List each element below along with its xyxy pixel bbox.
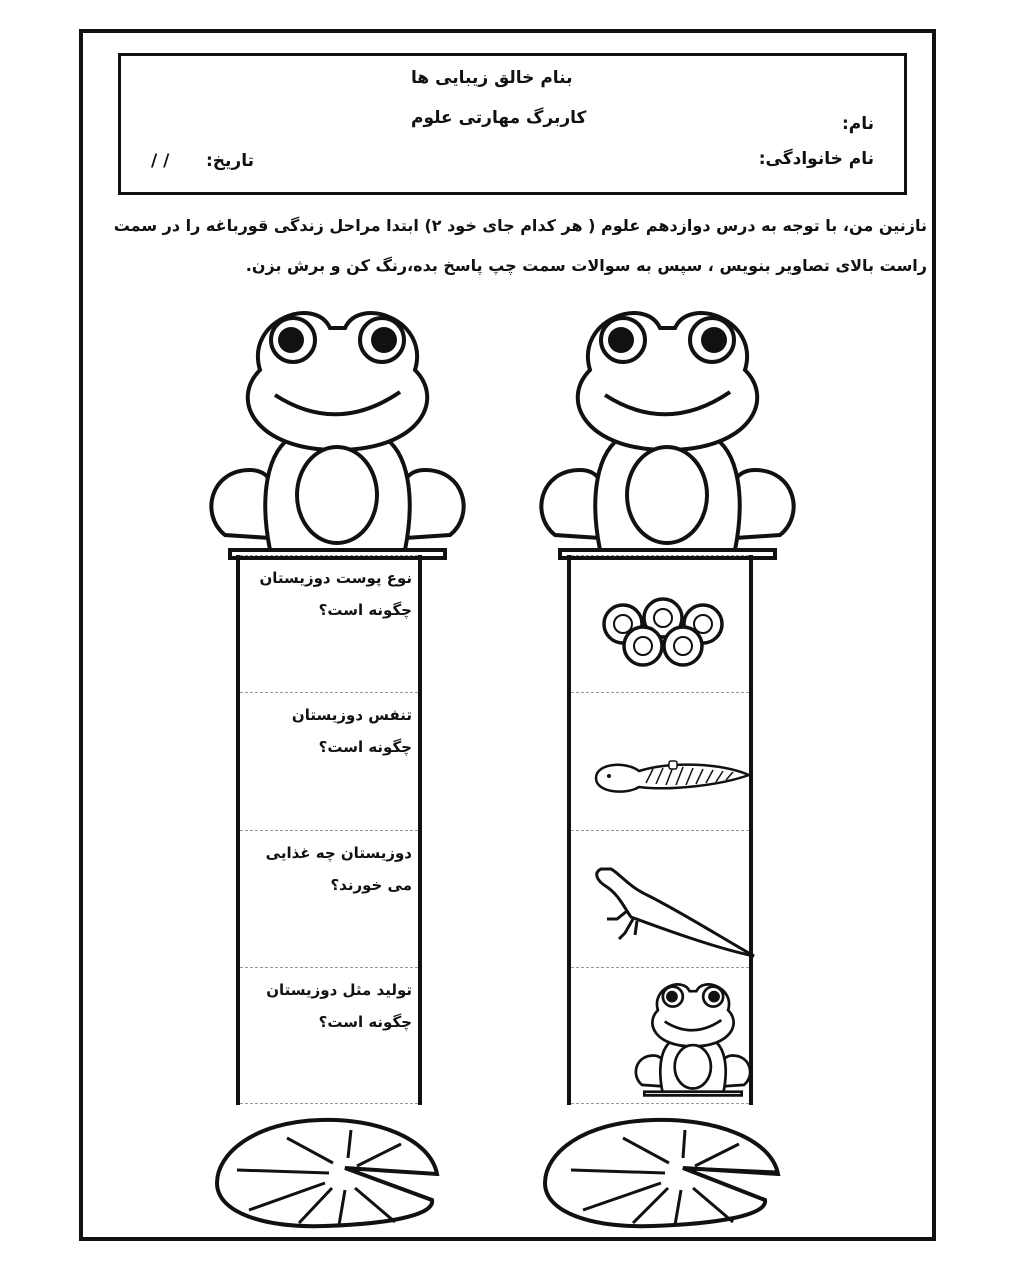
header-box	[118, 53, 907, 195]
frog-eggs-icon	[601, 596, 726, 666]
date-slashes: / /	[151, 151, 170, 171]
tadpole-icon	[591, 753, 756, 803]
question-cell-1	[240, 555, 418, 693]
life-cycle-column	[567, 555, 753, 1105]
stage-cell-tadpole	[571, 692, 749, 831]
lily-pad-left-icon	[205, 1108, 455, 1233]
family-name-label: نام خانوادگی:	[758, 149, 874, 169]
stage-cell-adult	[571, 967, 749, 1106]
question-cell-3	[240, 830, 418, 968]
adult-frog-icon	[633, 976, 753, 1101]
instruction-line-2: راست بالای تصاویر بنویس ، سپس به سوالات سمت چپ پاسخ بده،رنگ کن و برش بزن.	[245, 256, 927, 275]
bismillah: بنام خالق زیبایی ها	[411, 68, 573, 88]
frog-top-right-icon	[535, 300, 800, 565]
questions-column	[236, 555, 422, 1105]
name-label: نام:	[841, 114, 874, 134]
question-food: دوزیستان چه غذایی می خورند؟	[265, 844, 412, 894]
stage-cell-froglet	[571, 830, 749, 968]
froglet-icon	[589, 861, 759, 956]
question-skin: نوع پوست دوزیستان چگونه است؟	[259, 569, 412, 619]
stage-cell-eggs	[571, 555, 749, 693]
question-cell-2	[240, 692, 418, 831]
question-cell-4	[240, 967, 418, 1106]
instructions	[92, 206, 927, 286]
question-breathing: تنفس دوزیستان چگونه است؟	[291, 706, 412, 756]
lily-pad-right-icon	[533, 1108, 783, 1233]
question-reproduction: تولید مثل دوزیستان چگونه است؟	[266, 981, 412, 1031]
instruction-line-1: نازنین من، با توجه به درس دوازدهم علوم ( هر کدام جای خود ۲) ابتدا مراحل زندگی قورباغه را در سمت	[113, 216, 927, 235]
cut-line	[571, 1103, 749, 1104]
frog-top-left-icon	[205, 300, 470, 565]
worksheet-title: کاربرگ مهارتی علوم	[411, 108, 587, 128]
cut-line	[240, 1103, 418, 1104]
date-label: تاریخ:	[206, 151, 254, 171]
